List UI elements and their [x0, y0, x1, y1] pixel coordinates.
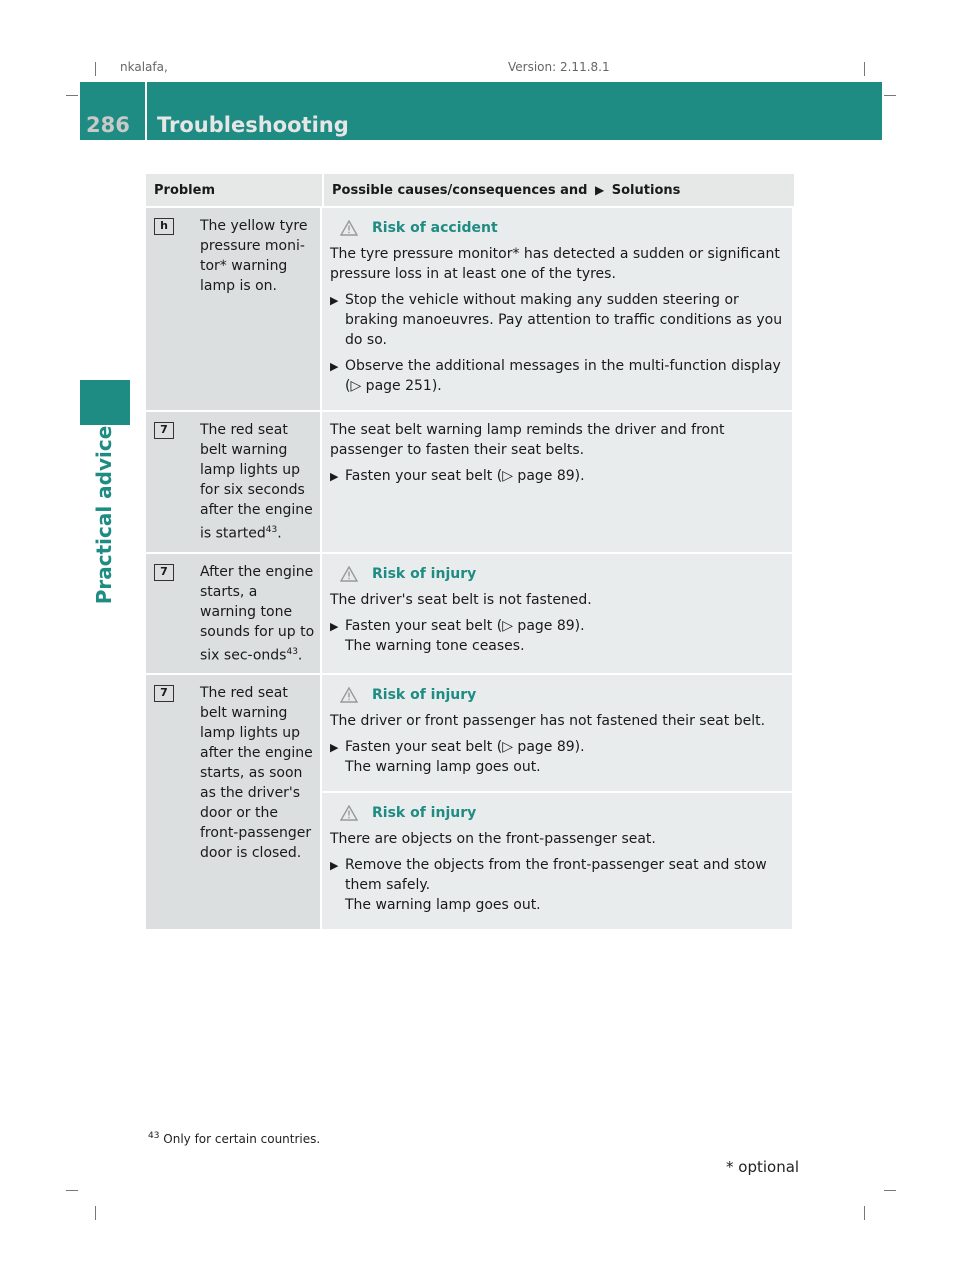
cause-text: There are objects on the front-passenger seat. [330, 831, 656, 848]
footnote-text: Only for certain countries. [163, 1132, 321, 1146]
step-text: Remove the objects from the front-passenger seat and stow them safely. The warning lamp goes out. [345, 857, 767, 914]
step-arrow-icon: ▶ [330, 741, 339, 755]
problem-cell [146, 554, 322, 674]
solution-cell [322, 208, 792, 410]
problem-text [200, 683, 316, 921]
problem-text [200, 562, 316, 666]
problem-end: . [297, 647, 303, 664]
solution-step [330, 616, 786, 656]
solution-cell [322, 412, 792, 552]
table-row [146, 410, 794, 552]
arrow-icon: ▶ [595, 183, 605, 197]
crop-mark [884, 95, 896, 96]
warning-icon [340, 805, 358, 821]
crop-mark [864, 1206, 865, 1220]
step-arrow-icon: ▶ [330, 619, 339, 633]
seat-belt-warning-icon: 7 [154, 422, 174, 439]
problem-description: The red seat belt warning lamp lights up for six seconds after the engine is started [200, 422, 313, 542]
solution-block [322, 675, 792, 791]
optional-note: * optional [726, 1158, 800, 1176]
troubleshooting-table [146, 174, 794, 929]
cause-text: The driver's seat belt is not fastened. [330, 591, 592, 608]
column-header-solutions [324, 174, 794, 206]
step-text: Fasten your seat belt (▷ page 89). The warning lamp goes out. [345, 739, 585, 776]
footnote-number: 43 [148, 1131, 160, 1141]
step-arrow-icon: ▶ [330, 859, 339, 873]
step-text: Stop the vehicle without making any sudden steering or braking manoeuvres. Pay attention to traffic conditions as you do so. [345, 292, 783, 348]
solution-step [330, 855, 786, 915]
solution-step [330, 466, 786, 487]
warning-header [340, 220, 786, 236]
step-arrow-icon: ▶ [330, 360, 339, 373]
problem-text [200, 420, 316, 544]
warning-icon [340, 566, 358, 582]
problem-description: The red seat belt warning lamp lights up after the engine starts, as soon as the driver's door or the front-passenger door is closed. [200, 685, 313, 862]
cause-text: The driver or front passenger has not fastened their seat belt. [330, 713, 766, 730]
warning-label: Risk of injury [372, 805, 477, 822]
step-text: Observe the additional messages in the multi-function display (▷ page 251). [345, 358, 781, 394]
warning-label: Risk of injury [372, 687, 477, 704]
crop-mark [66, 1190, 78, 1191]
crop-mark [884, 1190, 896, 1191]
column-header-solutions-suffix: Solutions [611, 183, 681, 198]
problem-cell [146, 412, 322, 552]
step-text: Fasten your seat belt (▷ page 89). [345, 468, 585, 484]
warning-icon [340, 220, 358, 236]
page-number: 286 [86, 113, 130, 137]
solution-step [330, 356, 786, 396]
warning-header [340, 687, 786, 703]
warning-label: Risk of accident [372, 220, 498, 236]
cause-text: The tyre pressure monitor* has detected a sudden or significant pressure loss in at least one of the tyres. [330, 246, 780, 282]
table-row [146, 552, 794, 674]
seat-belt-warning-icon: 7 [154, 564, 174, 581]
table-header [146, 174, 794, 206]
crop-mark [95, 1206, 96, 1220]
table-row [146, 673, 794, 929]
crop-mark [864, 62, 865, 76]
crop-mark [66, 95, 78, 96]
step-arrow-icon: ▶ [330, 470, 339, 483]
column-header-solutions-label: Possible causes/consequences and [332, 183, 588, 198]
step-text: Fasten your seat belt (▷ page 89). The warning tone ceases. [345, 617, 585, 654]
seat-belt-warning-icon: 7 [154, 685, 174, 702]
solution-step [330, 290, 786, 350]
header-divider [145, 82, 147, 140]
table-row [146, 206, 794, 410]
solution-cell [322, 675, 792, 929]
meta-author: nkalafa, [120, 60, 168, 74]
footnote [148, 1131, 320, 1146]
solution-step [330, 737, 786, 777]
cause-text: The seat belt warning lamp reminds the driver and front passenger to fasten their seat belts. [330, 422, 725, 458]
solution-block [322, 791, 792, 929]
problem-cell [146, 208, 322, 410]
footnote-ref: 43 [265, 525, 278, 535]
step-arrow-icon: ▶ [330, 294, 339, 307]
problem-description: The yellow tyre pressure moni-tor* warning lamp is on. [200, 218, 308, 294]
problem-cell [146, 675, 322, 929]
problem-description: After the engine starts, a warning tone sounds for up to six sec-onds [200, 563, 315, 664]
problem-text [200, 216, 316, 402]
solution-block [322, 554, 792, 674]
problem-end: . [277, 525, 282, 542]
column-header-problem: Problem [146, 174, 324, 206]
warning-header [340, 805, 786, 821]
warning-header [340, 566, 786, 582]
section-label: Practical advice [92, 425, 116, 605]
solution-block [322, 208, 792, 410]
crop-mark [95, 62, 96, 76]
warning-label: Risk of injury [372, 565, 477, 582]
solution-cell [322, 554, 792, 674]
meta-version: Version: 2.11.8.1 [508, 60, 610, 74]
solution-block [322, 412, 792, 552]
tyre-pressure-warning-icon: h [154, 218, 174, 235]
warning-icon [340, 687, 358, 703]
footnote-ref: 43 [286, 646, 298, 657]
chapter-title: Troubleshooting [157, 113, 349, 137]
